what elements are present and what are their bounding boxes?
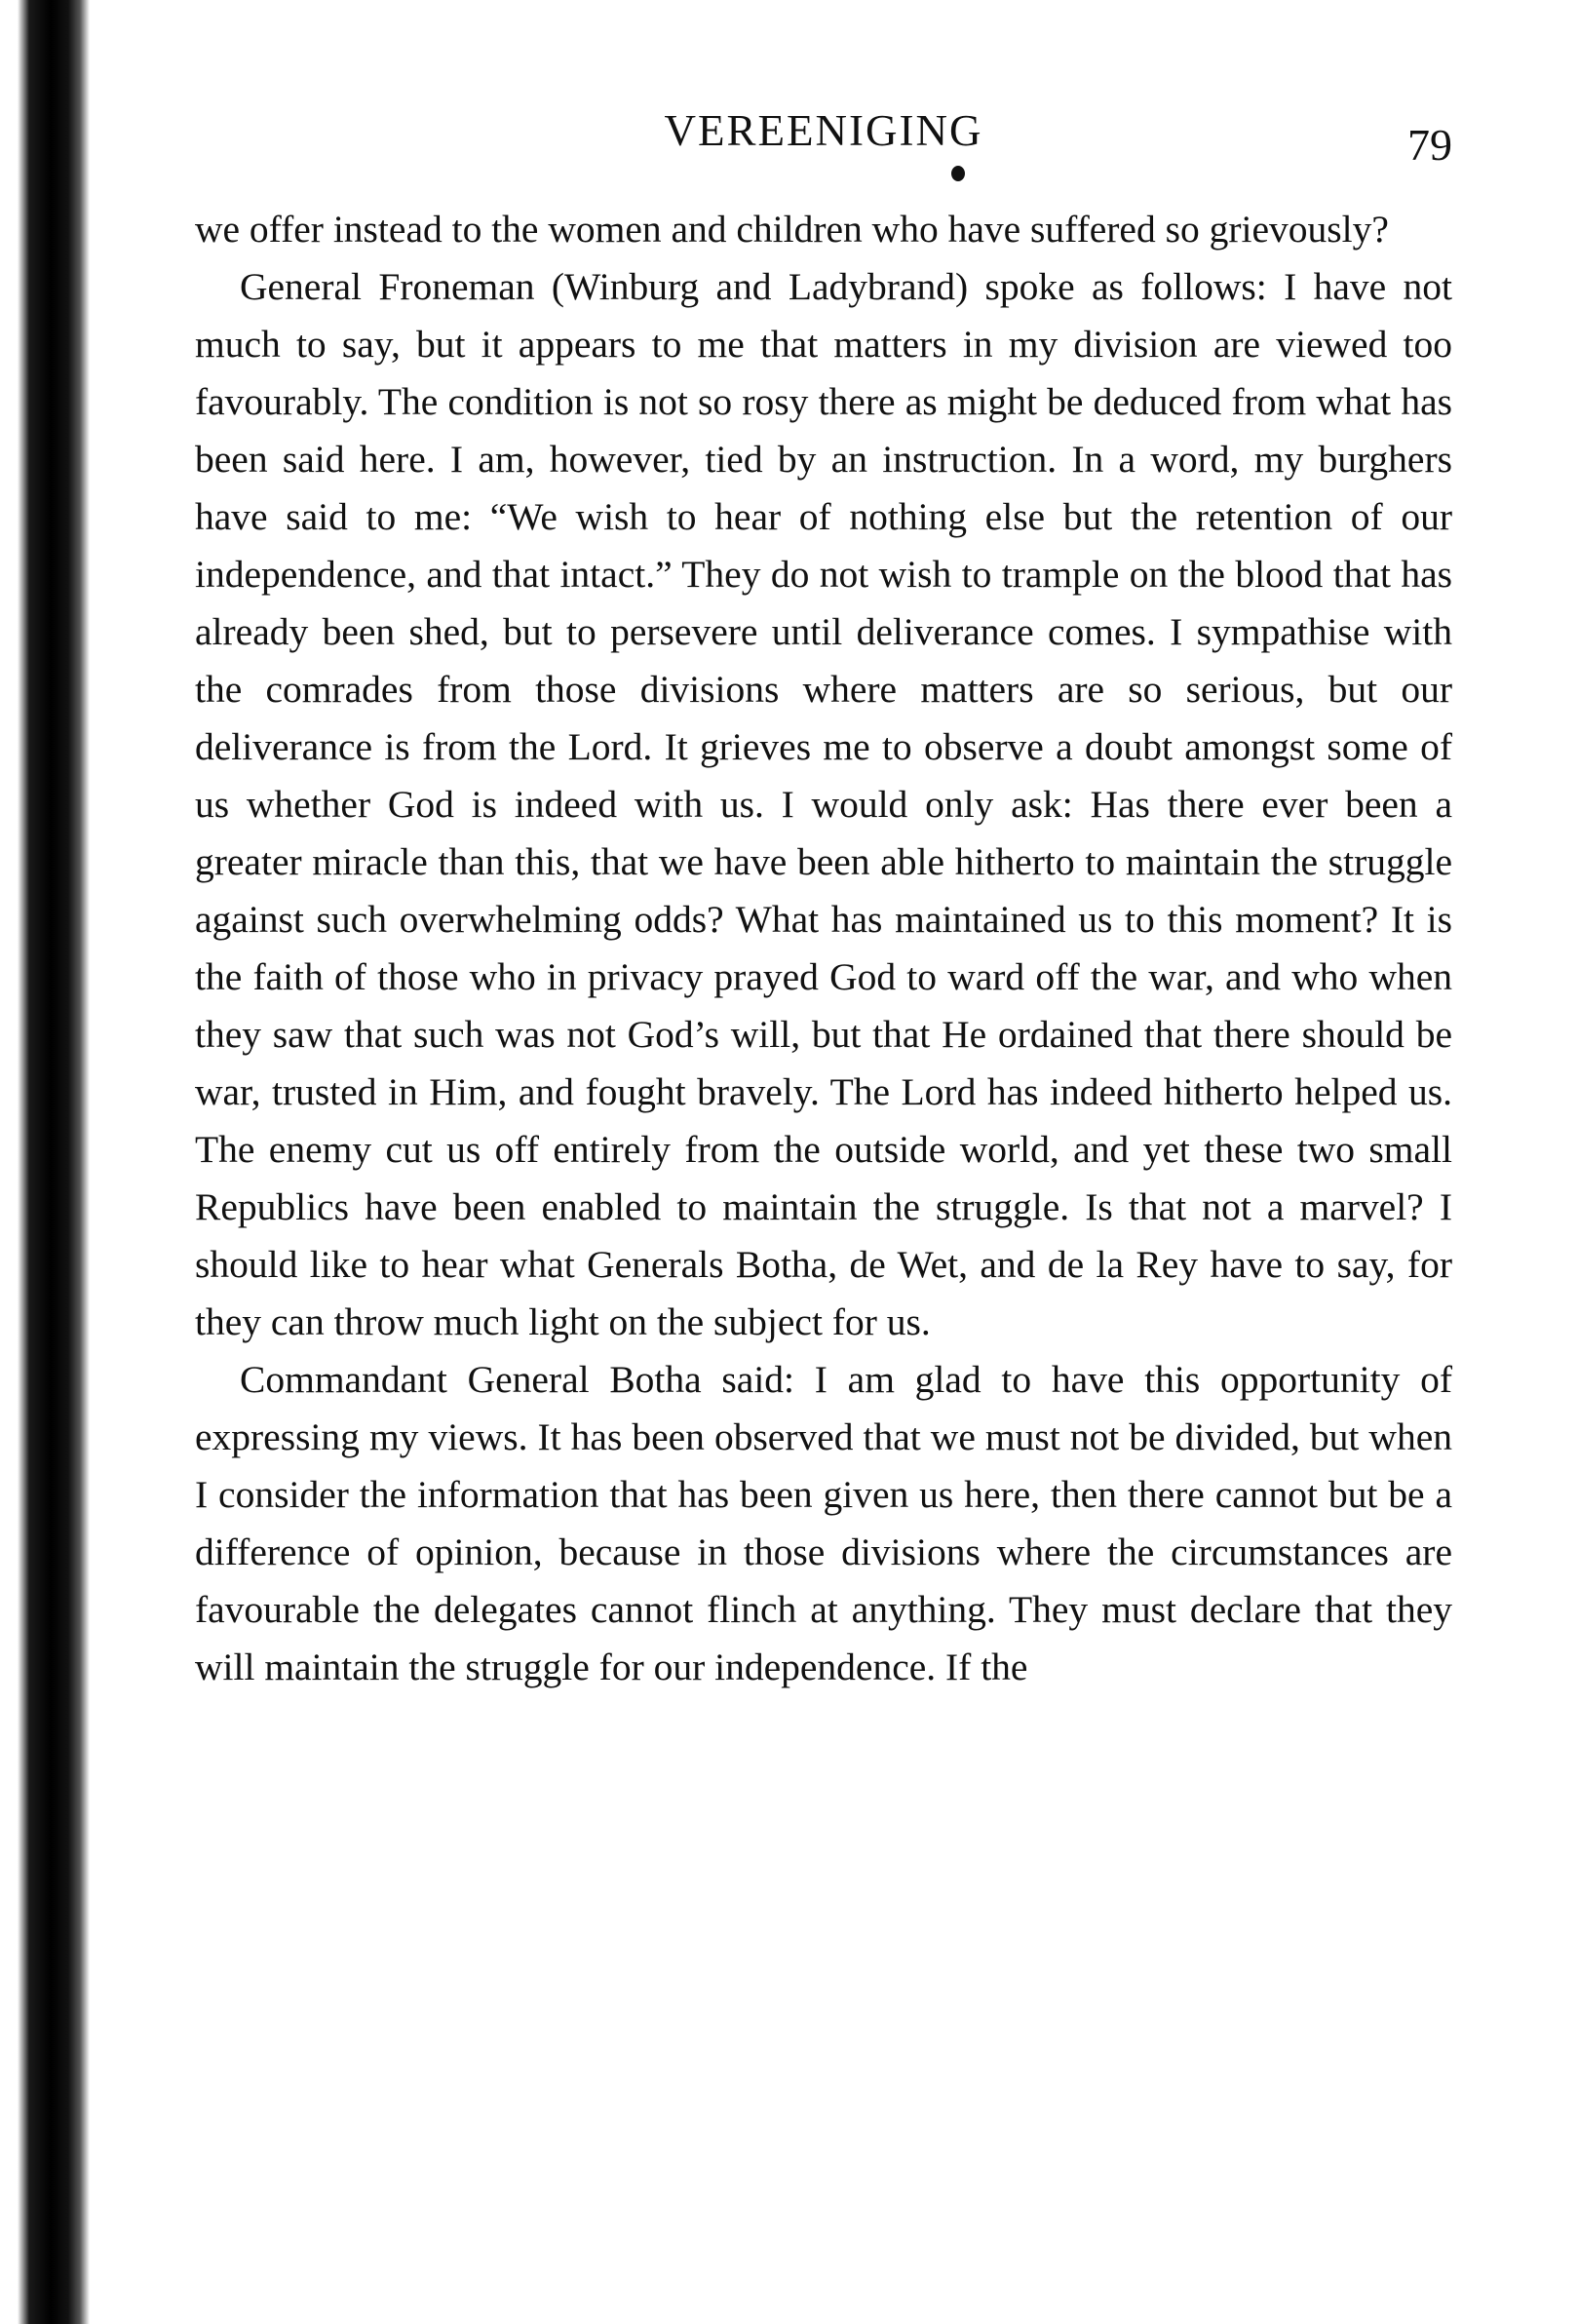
paragraph-botha: Commandant General Botha said: I am glad to have this opportunity of expressing my views. It has been observed that we must not be divided, but when I consider the information that has been given us here, then there cannot but be a difference of opinion, because in those divisions where the circumstances are favourable the delegates cannot flinch at anything. They must declare that they will maintain the struggle for our independence. If the [195, 1358, 1452, 1688]
running-head [195, 105, 1452, 170]
running-title: VEREENIGING [664, 106, 983, 155]
paragraph-froneman: General Froneman (Winburg and Ladybrand) spoke as follows: I have not much to say, but it appears to me that matters in my division are viewed too favourably. The condition is not so rosy there as might be deduced from what has been said here. I am, however, tied by an instruction. In a word, my burghers have said to me: “We wish to hear of nothing else but the retention of our independence, and that intact.” They do not wish to trample on the blood that has already been shed, but to persevere until deliverance comes. I sympathise with the comrades from those divisions where matters are so serious, but our deliverance is from the Lord. It grieves me to observe a doubt amongst some of us whether God is indeed with us. I would only ask: Has there ever been a greater miracle than this, that we have been able hitherto to maintain the struggle against such overwhelming odds? What has maintained us to this moment? It is the faith of those who in privacy prayed God to ward off the war, and who when they saw that such was not God’s will, but that He ordained that there should be war, trusted in Him, and fought bravely. The Lord has indeed hitherto helped us. The enemy cut us off entirely from the outside world, and yet these two small Republics have been enabled to maintain the struggle. Is that not a marvel? I should like to hear what Generals Botha, de Wet, and de la Rey have to say, for they can throw much light on the subject for us. [195, 265, 1452, 1343]
printer-dot-ornament [951, 166, 965, 181]
paragraph-continuation: we offer instead to the women and children who have suffered so grievously? [195, 208, 1389, 251]
page-number: 79 [1407, 120, 1452, 170]
body-text [195, 201, 1452, 1696]
book-page [195, 0, 1452, 2324]
book-binding-edge [0, 0, 90, 2324]
